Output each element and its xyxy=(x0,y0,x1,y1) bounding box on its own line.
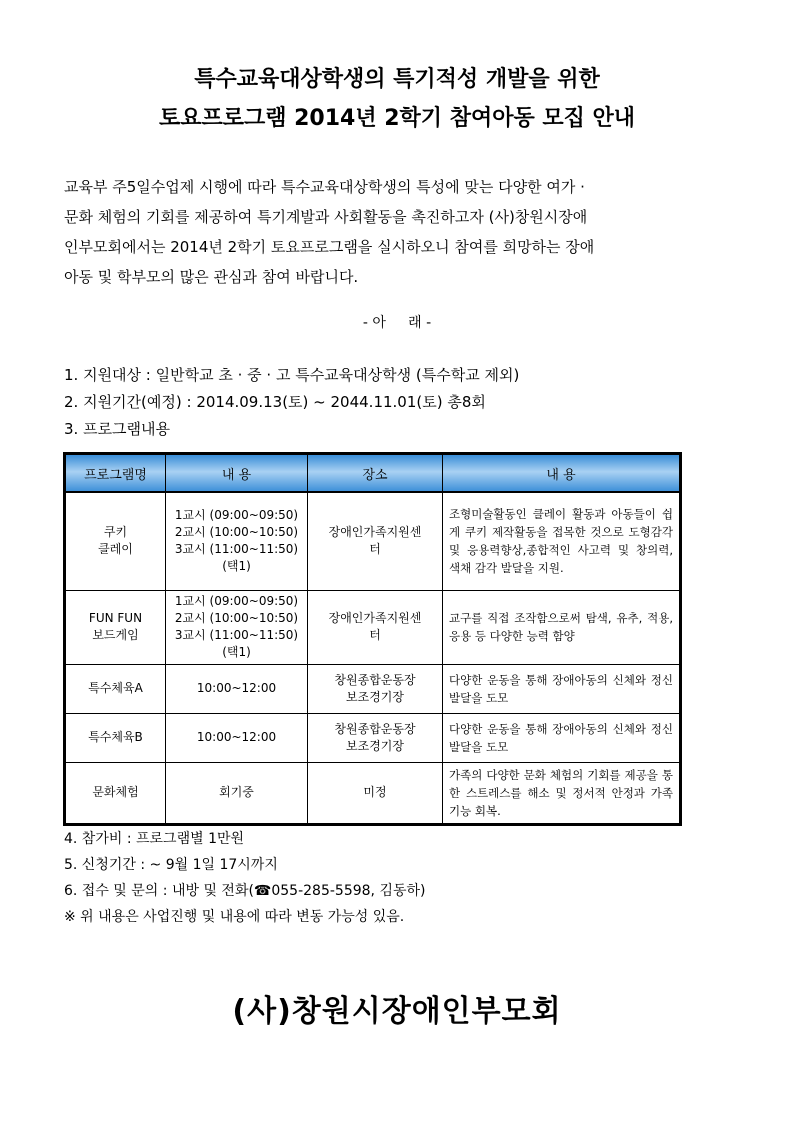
title-line-1: 특수교육대상학생의 특기적성 개발을 위한 xyxy=(194,67,600,92)
intro-line: 교육부 주5일수업제 시행에 따라 특수교육대상학생의 특성에 맞는 다양한 여가 · xyxy=(64,178,585,196)
program-place: 창원종합운동장 보조경기장 xyxy=(308,713,443,762)
table-row xyxy=(65,713,681,762)
item-list xyxy=(64,362,744,443)
list-item: 6. 접수 및 문의 : 내방 및 전화(☎055-285-5598, 김동하) xyxy=(64,883,426,899)
table-row xyxy=(65,590,681,664)
program-description: 가족의 다양한 문화 체험의 기회를 제공을 통한 스트레스를 해소 및 정서적 안정과 가족 기능 회복. xyxy=(443,762,681,824)
intro-line: 문화 체험의 기회를 제공하여 특기계발과 사회활동을 촉진하고자 (사)창원시장애 xyxy=(64,208,588,226)
header-program-name: 프로그램명 xyxy=(65,454,166,493)
program-time: 1교시 (09:00~09:50) 2교시 (10:00~10:50) 3교시 (11:00~11:50) (택1) xyxy=(166,492,308,590)
program-place: 창원종합운동장 보조경기장 xyxy=(308,664,443,713)
list-item: 5. 신청기간 : ~ 9월 1일 17시까지 xyxy=(64,857,278,873)
program-place: 장애인가족지원센 터 xyxy=(308,492,443,590)
title-line-2: 토요프로그램 2014년 2학기 참여아동 모집 안내 xyxy=(158,106,636,131)
intro-line: 인부모회에서는 2014년 2학기 토요프로그램을 실시하오니 참여를 희망하는 장애 xyxy=(64,238,595,256)
table-header-row xyxy=(65,454,681,493)
program-time: 10:00~12:00 xyxy=(166,713,308,762)
table-row xyxy=(65,762,681,824)
list-item: 2. 지원기간(예정) : 2014.09.13(토) ~ 2044.11.01(토) 총8회 xyxy=(64,393,486,411)
program-description: 교구를 직접 조작함으로써 탐색, 유추, 적용, 응용 등 다양한 능력 함양 xyxy=(443,590,681,664)
after-item-list xyxy=(64,826,764,930)
notice-heading: - 아 래 - xyxy=(362,315,432,331)
program-name: 문화체험 xyxy=(65,762,166,824)
intro-line: 아동 및 학부모의 많은 관심과 참여 바랍니다. xyxy=(64,268,359,286)
table-row xyxy=(65,664,681,713)
program-table xyxy=(63,452,682,826)
program-name: 특수체육A xyxy=(65,664,166,713)
program-place: 미정 xyxy=(308,762,443,824)
intro-paragraph xyxy=(64,172,728,292)
header-content: 내 용 xyxy=(166,454,308,493)
program-time: 회기중 xyxy=(166,762,308,824)
organization-name: (사)창원시장애인부모회 xyxy=(232,994,562,1029)
program-name: 특수체육B xyxy=(65,713,166,762)
program-description: 다양한 운동을 통해 장애아동의 신체와 정신발달을 도모 xyxy=(443,664,681,713)
list-item: 4. 참가비 : 프로그램별 1만원 xyxy=(64,831,245,847)
program-name: 쿠키 클레이 xyxy=(65,492,166,590)
program-place: 장애인가족지원센 터 xyxy=(308,590,443,664)
program-description: 조형미술활동인 클레이 활동과 아동들이 쉽게 쿠키 제작활동을 접목한 것으로 도형감각 및 응용력향상,종합적인 사고력 및 창의력, 색채 감각 발달을 지원. xyxy=(443,492,681,590)
footnote: ※ 위 내용은 사업진행 및 내용에 따라 변동 가능성 있음. xyxy=(64,909,405,925)
program-description: 다양한 운동을 통해 장애아동의 신체와 정신발달을 도모 xyxy=(443,713,681,762)
program-time: 1교시 (09:00~09:50) 2교시 (10:00~10:50) 3교시 (11:00~11:50) (택1) xyxy=(166,590,308,664)
table-row xyxy=(65,492,681,590)
header-description: 내 용 xyxy=(443,454,681,493)
list-item: 1. 지원대상 : 일반학교 초 · 중 · 고 특수교육대상학생 (특수학교 제외) xyxy=(64,366,520,384)
list-item: 3. 프로그램내용 xyxy=(64,420,171,438)
header-place: 장소 xyxy=(308,454,443,493)
program-name: FUN FUN 보드게임 xyxy=(65,590,166,664)
program-time: 10:00~12:00 xyxy=(166,664,308,713)
